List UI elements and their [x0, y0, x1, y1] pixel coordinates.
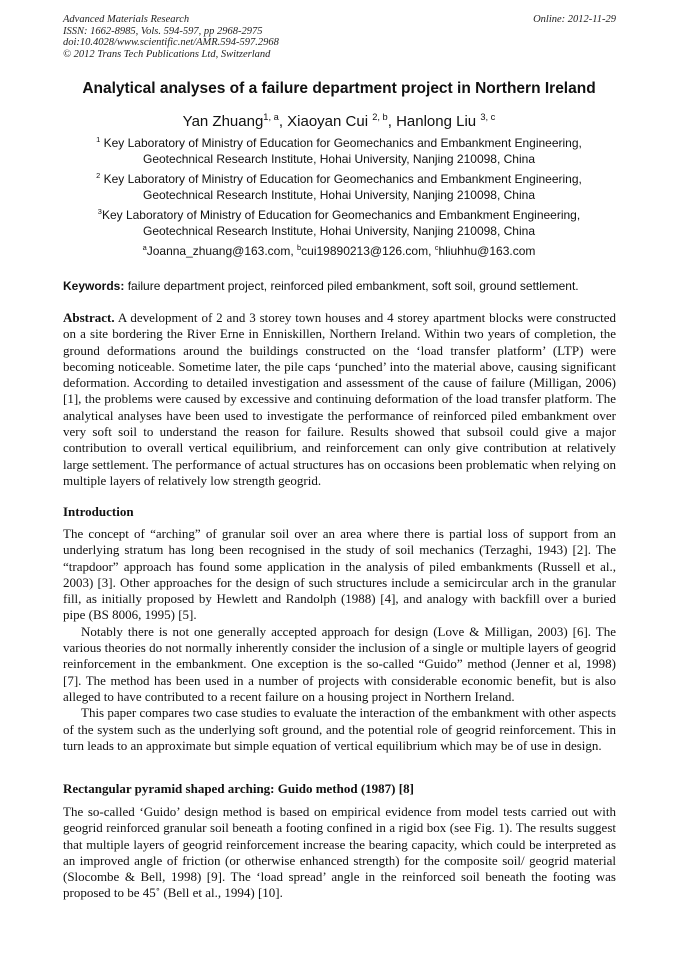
keywords-text: failure department project, reinforced piled embankment, soft soil, ground settlement. [127, 279, 579, 293]
copyright-line: © 2012 Trans Tech Publications Ltd, Switzerland [63, 48, 271, 60]
doi-line: doi:10.4028/www.scientific.net/AMR.594-597.2968 [63, 37, 279, 48]
abstract-label: Abstract. [63, 310, 115, 325]
affiliation-number: 3 [97, 207, 102, 216]
affiliation-line: Key Laboratory of Ministry of Education for Geomechanics and Embankment Engineering, [103, 172, 582, 186]
introduction-body [63, 526, 616, 754]
section-heading-guido: Rectangular pyramid shaped arching: Guido method (1987) [8] [63, 781, 414, 796]
paragraph: The concept of “arching” of granular soil over an area where there is partial loss of support from an underlying stratum has long been recognised in the study of soil mechanics (Terzaghi, 1943) [2]. The “trapdoor” approach has found some application in the analysis of piled embankments (Russell et al., 2003) [3]. Other approaches for the design of such structures include a semicircular arch in the granular fill, as initially proposed by Hewlett and Randolph (1988) [4], and analogy with backfill over a buried pipe (BS 8006, 1995) [5]. [63, 526, 616, 623]
author-name: Yan Zhuang [182, 113, 264, 130]
paragraph: Notably there is not one generally accepted approach for design (Love & Milligan, 2003) [6]. The various theories do not normally inherently consider the inclusion of a single or multiple layers of geogrid reinforcement in the embankment. One exception is the so-called “Guido” method (Jenner et al, 1998) [7]. The method has been used in a number of projects with considerable economic benefit, but is also alleged to have contributed to a recent failure on a housing project in Northern Ireland. [63, 623, 616, 704]
email-address[interactable]: cui19890213@126.com [301, 244, 429, 258]
paper-title: Analytical analyses of a failure department project in Northern Ireland [82, 80, 596, 97]
author-list: Yan Zhuang$^{1, a}$, Xiaoyan Cui $^{2, b}$, Hanlong Liu $^{3, c}$ [182, 112, 496, 130]
affiliation-3 [40, 208, 638, 239]
abstract [63, 310, 616, 489]
email-address[interactable]: hliuhhu@163.com [438, 244, 536, 258]
affiliation-line: Key Laboratory of Ministry of Education for Geomechanics and Embankment Engineering, [101, 208, 581, 222]
issn-line: ISSN: 1662-8985, Vols. 594-597, pp 2968-2975 [63, 25, 263, 37]
journal-name: Advanced Materials Research [63, 14, 190, 25]
author-name: Hanlong Liu [396, 113, 477, 130]
paragraph: This paper compares two case studies to evaluate the interaction of the embankment with other aspects of the system such as the underlying soft ground, and the potential role of geogrid reinforcement. This in turn leads to an approximate but simple equation of vertical equilibrium which may be of use in design. [63, 705, 616, 753]
affiliation-2 [40, 172, 638, 203]
author-superscript: 3, c [480, 112, 496, 122]
email-superscript: b [297, 243, 302, 252]
paragraph: The so-called ‘Guido’ design method is based on empirical evidence from model tests carried out with geogrid reinforced granular soil beneath a footing confined in a rigid box (see Fig. 1). The results suggest that multiple layers of geogrid reinforcement increase the bearing capacity, which could be interpreted as an improved angle of friction (or otherwise enhanced strength) for the composite soil/ geogrid material (Slocombe & Bell, 1998) [9]. The ‘load spread’ angle in the reinforced soil beneath the footing was proposed to be 45˚ (Bell et al., 1994) [10]. [63, 804, 616, 901]
keywords [63, 279, 616, 293]
affiliation-number: 2 [96, 171, 101, 180]
affiliation-line: Geotechnical Research Institute, Hohai University, Nanjing 210098, China [143, 223, 535, 238]
affiliation-1 [40, 136, 638, 167]
keywords-label: Keywords: [63, 279, 125, 293]
email-superscript: a [142, 243, 147, 252]
email-address[interactable]: Joanna_zhuang@163.com [146, 244, 291, 258]
affiliation-line: Key Laboratory of Ministry of Education for Geomechanics and Embankment Engineering, [103, 136, 582, 150]
author-name: Xiaoyan Cui [287, 113, 369, 130]
affiliation-line: Geotechnical Research Institute, Hohai University, Nanjing 210098, China [143, 187, 535, 202]
abstract-text: A development of 2 and 3 storey town houses and 4 storey apartment blocks were constructed on a site bordering the River Erne in Enniskillen, Northern Ireland. Within two years of completion, the ground deformations around the buildings constructed on the ‘load transfer platform’ (LTP) were becoming noticeable. Sometime later, the pile caps ‘punched’ into the material above, causing significant deformation. According to detailed investigation and assessment of the cause of failure (Milligan, 2006) [1], the problems were caused by excessive and continuing deformation of the load transfer platform. The analytical analyses have been used to investigate the performance of reinforced piled embankment over very soft soil to understand the reason for failure. Results showed that subsoil could give a major contribution to overall vertical equilibrium, and reinforcement can only give contribution at relatively large settlement. The performance of actual structures has on occasions been problematic when relying on multiple layers of relatively low strength geogrid. [63, 310, 616, 488]
journal-header [63, 14, 616, 60]
affiliation-number: 1 [96, 135, 101, 144]
guido-body [63, 804, 616, 902]
affiliation-line: Geotechnical Research Institute, Hohai University, Nanjing 210098, China [143, 151, 535, 166]
author-superscript: 1, a [263, 112, 279, 122]
email-list: $^a$Joanna_zhuang@163.com, $^b$cui19890213@126.com, $^c$hliuhhu@163.com [142, 243, 536, 258]
section-heading-introduction: Introduction [63, 504, 134, 519]
email-superscript: c [434, 243, 439, 252]
online-date: Online: 2012-11-29 [533, 14, 616, 25]
author-superscript: 2, b [372, 112, 388, 122]
